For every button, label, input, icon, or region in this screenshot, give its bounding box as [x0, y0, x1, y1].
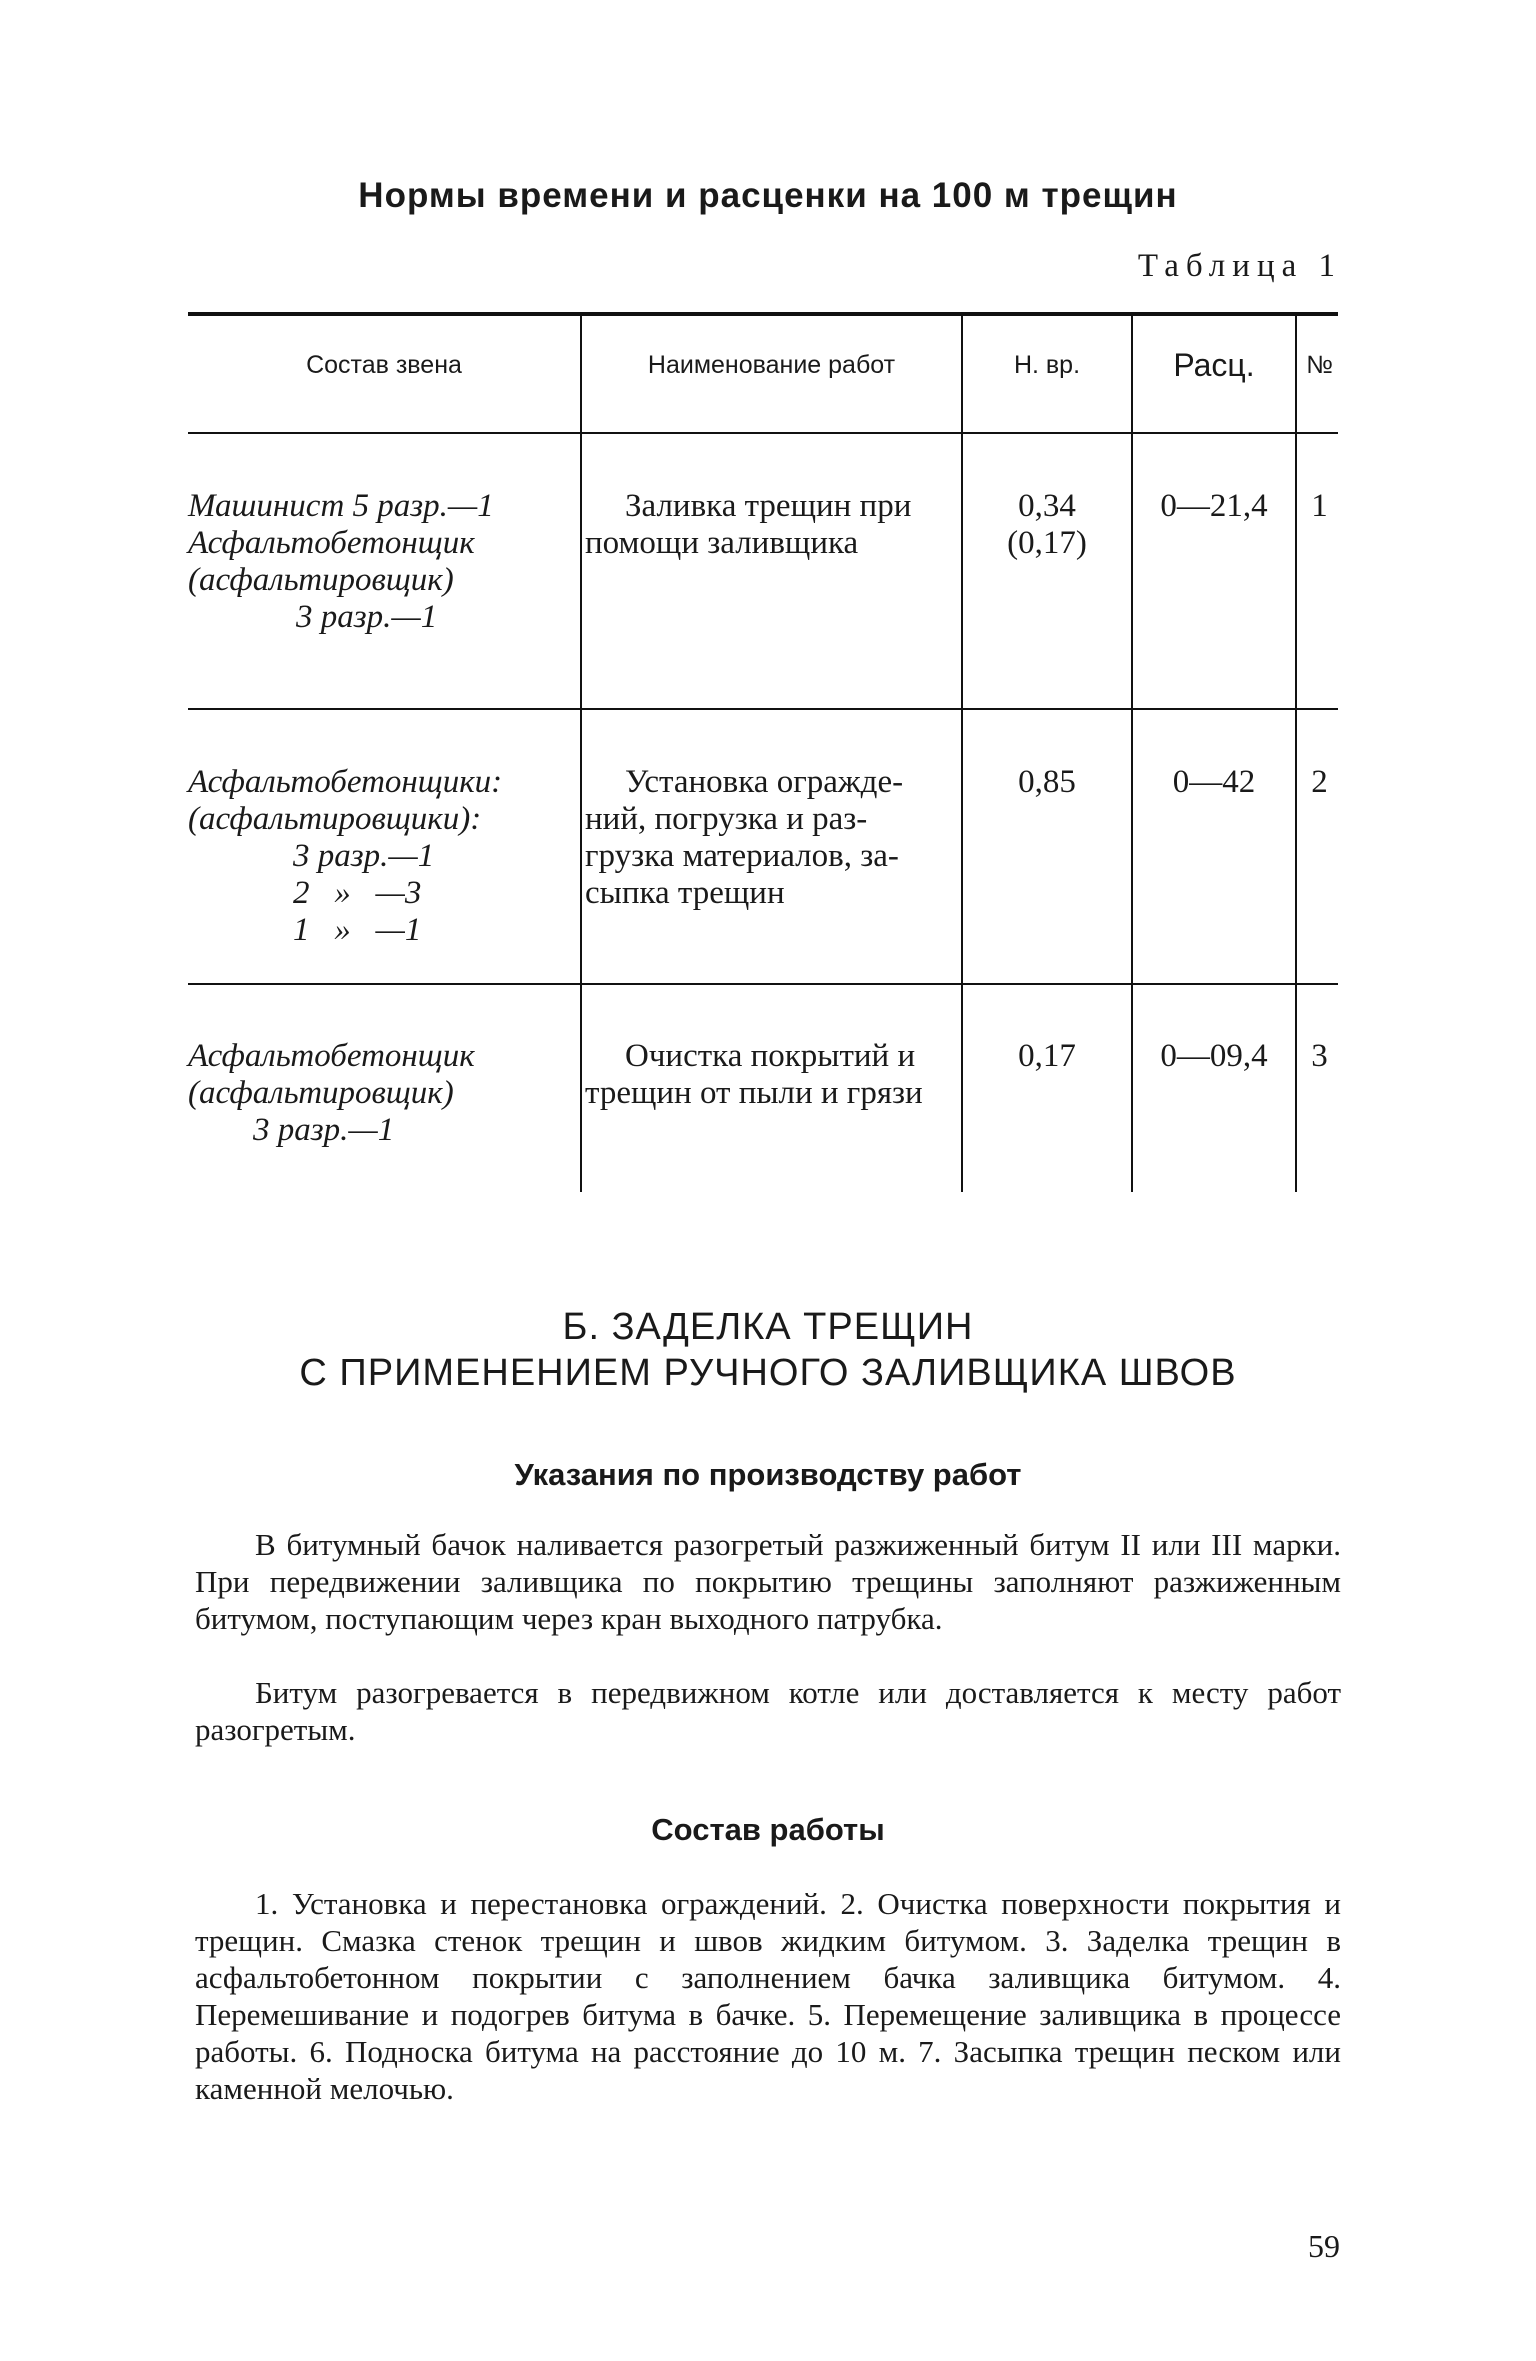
table-row-1-norm: 0,34 (0,17) — [1007, 488, 1087, 561]
table-row-2-work: Установка огражде- ний, погрузка и раз- грузка материалов, за- сыпка трещин — [585, 764, 904, 911]
row-divider-1 — [188, 708, 1338, 710]
work-composition-text: 1. Установка и перестановка ограждений. 2. Очистка поверхности покрытия и трещин. Смазка стенок трещин и швов жидким битумом. 3. Заделка трещин в асфальтобетонном покрытии с заполнением бачка заливщика битумом. 4. Перемешивание и подогрев битума в бачке. 5. Перемещение заливщика в процессе работы. 6. Подноска битума на расстояние до 10 м. 7. Засыпка трещин песком или каменной мелочью. — [195, 1886, 1341, 2106]
table-row-2-norm: 0,85 — [1018, 764, 1076, 800]
instructions-heading: Указания по производству работ — [514, 1457, 1022, 1492]
col-header-work: Наименование работ — [647, 351, 896, 379]
section-title: Б. ЗАДЕЛКА ТРЕЩИН С ПРИМЕНЕНИЕМ РУЧНОГО ЗАЛИВЩИКА ШВОВ — [299, 1306, 1237, 1394]
table-label: Таблица 1 — [1137, 248, 1342, 284]
table-row-2-rate: 0—42 — [1172, 764, 1256, 800]
col-header-crew: Состав звена — [306, 351, 462, 379]
table-row-1-rate: 0—21,4 — [1160, 488, 1268, 524]
col-header-norm: Н. вр. — [1013, 351, 1081, 379]
table-row-1-crew: Машинист 5 разр.—1 Асфальтобетонщик (асфальтировщик) 3 разр.—1 — [188, 488, 494, 635]
table-row-3-rate: 0—09,4 — [1160, 1038, 1268, 1074]
col-divider-1 — [580, 316, 582, 1192]
col-header-num: № — [1306, 351, 1333, 379]
page-heading: Нормы времени и расценки на 100 м трещин — [358, 176, 1178, 215]
table-row-1-num: 1 — [1311, 488, 1328, 524]
work-composition-heading: Состав работы — [651, 1812, 885, 1847]
table-row-1-work: Заливка трещин при помощи заливщика — [585, 488, 912, 561]
row-divider-2 — [188, 983, 1338, 985]
page-number: 59 — [1308, 2228, 1340, 2264]
table-row-2-num: 2 — [1311, 764, 1328, 800]
instructions-paragraph-1: В битумный бачок наливается разогретый разжиженный битум II или III марки. При передвижении заливщика по покрытию трещины заполняют разжиженным битумом, поступающим через кран выходного патрубка. — [195, 1527, 1341, 1636]
table-row-3-num: 3 — [1311, 1038, 1328, 1074]
instructions-paragraph-2: Битум разогревается в передвижном котле или доставляется к месту работ разогретым. — [195, 1675, 1341, 1747]
table-row-2-crew: Асфальтобетонщики: (асфальтировщики): 3 разр.—1 2 » —3 1 » —1 — [188, 764, 503, 948]
table-header-rule — [188, 432, 1338, 434]
table-row-3-work: Очистка покрытий и трещин от пыли и грязи — [585, 1038, 923, 1111]
table-row-3-crew: Асфальтобетонщик (асфальтировщик) 3 разр.—1 — [188, 1038, 475, 1148]
col-header-rate: Расц. — [1173, 347, 1255, 383]
table-top-rule — [188, 312, 1338, 316]
table-row-3-norm: 0,17 — [1018, 1038, 1076, 1074]
